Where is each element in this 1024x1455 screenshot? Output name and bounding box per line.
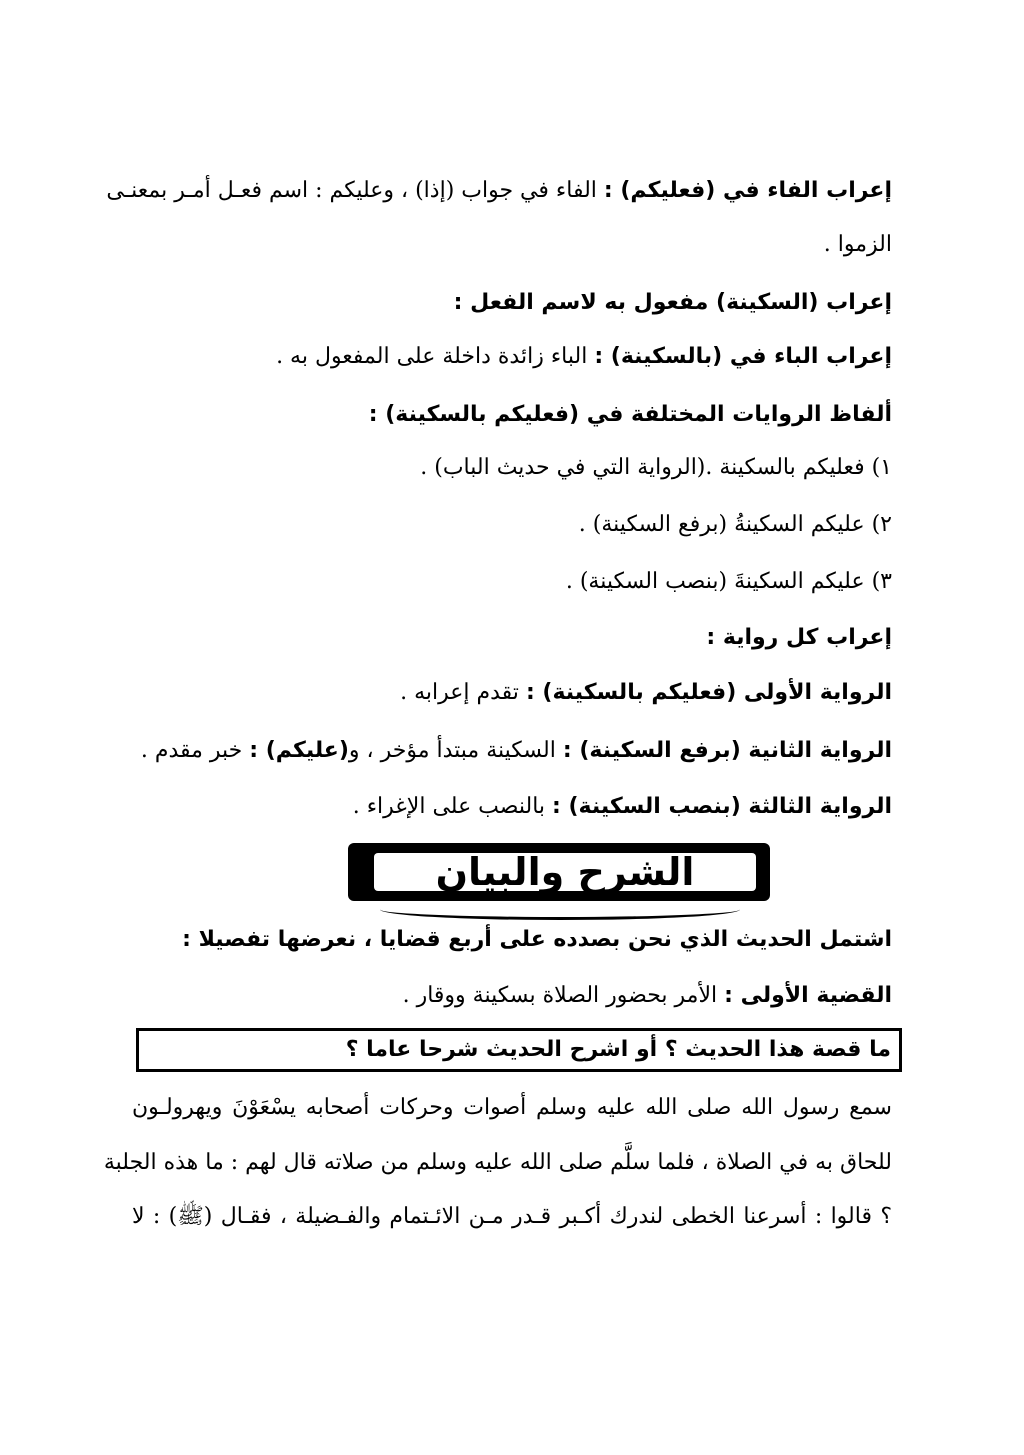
text-line-8 xyxy=(566,562,892,602)
body-text: الزموا . xyxy=(823,232,892,257)
answer-line-2 xyxy=(103,1143,892,1183)
text-line-5 xyxy=(369,395,892,435)
bold-term: (عليكم) : xyxy=(249,738,349,763)
banner-frame xyxy=(348,843,770,901)
body-text: سمع رسول الله صلى الله عليه وسلم أصوات وحركات أصحابه يسْعَوْنَ ويهرولـون xyxy=(132,1095,892,1120)
list-item: ٢) عليكم السكينةُ (برفع السكينة) . xyxy=(578,512,892,537)
answer-line-3 xyxy=(132,1197,892,1237)
text-line-1 xyxy=(106,171,892,211)
text-line-3 xyxy=(454,283,892,323)
bold-heading: ألفاظ الروايات المختلفة في (فعليكم بالسكينة) : xyxy=(368,402,892,427)
text-line-6 xyxy=(420,448,892,488)
answer-line-1 xyxy=(132,1088,892,1128)
body-text: تقدم إعرابه . xyxy=(400,680,526,705)
bold-heading: القضية الأولى : xyxy=(724,983,892,1008)
banner-title: الشرح والبيان xyxy=(374,853,756,891)
text-line-13 xyxy=(182,920,892,960)
list-item: ٣) عليكم السكينةَ (بنصب السكينة) . xyxy=(565,569,892,594)
body-text: للحاق به في الصلاة ، فلما سلَّم صلى الله عليه وسلم من صلاته قال لهم : ما هذه الجلبة xyxy=(103,1150,892,1175)
text-line-12 xyxy=(353,787,892,827)
bold-heading: إعراب كل رواية : xyxy=(706,625,892,650)
section-banner xyxy=(340,843,780,919)
bold-heading: إعراب (السكينة) مفعول به لاسم الفعل : xyxy=(453,290,892,315)
bold-heading: الرواية الأولى (فعليكم بالسكينة) : xyxy=(525,680,892,705)
bold-heading: اشتمل الحديث الذي نحن بصدده على أربع قضايا ، نعرضها تفصيلا : xyxy=(182,927,892,952)
body-text: الأمر بحضور الصلاة بسكينة ووقار . xyxy=(402,983,725,1008)
text-line-4 xyxy=(276,337,892,377)
text-line-11 xyxy=(141,731,892,771)
bold-heading: الرواية الثالثة (بنصب السكينة) : xyxy=(552,794,892,819)
body-text: خبر مقدم . xyxy=(140,738,250,763)
list-item: ١) فعليكم بالسكينة .(الرواية التي في حديث الباب) . xyxy=(420,455,892,480)
text-line-10 xyxy=(400,673,892,713)
text-line-7 xyxy=(579,505,892,545)
text-line-14 xyxy=(403,976,892,1016)
bold-heading: الرواية الثانية (برفع السكينة) : xyxy=(562,738,892,763)
text-line-2 xyxy=(824,225,892,265)
body-text: الفاء في جواب (إذا) ، وعليكم : اسم فعـل أمـر بمعنـى xyxy=(106,178,604,203)
bold-heading: إعراب الفاء في (فعليكم) : xyxy=(603,178,892,203)
body-text: السكينة مبتدأ مؤخر ، و xyxy=(348,738,563,763)
body-text: ؟ قالوا : أسرعنا الخطى لندرك أكـبر قـدر مـن الائـتمام والفـضيلة ، فقـال (ﷺ) : لا xyxy=(132,1204,892,1229)
bold-heading: إعراب الباء في (بالسكينة) : xyxy=(594,344,892,369)
body-text: بالنصب على الإغراء . xyxy=(352,794,553,819)
body-text: الباء زائدة داخلة على المفعول به . xyxy=(276,344,595,369)
banner-underline xyxy=(380,899,740,920)
question-box: ما قصة هذا الحديث ؟ أو اشرح الحديث شرحا عاما ؟ xyxy=(136,1028,902,1072)
text-line-9 xyxy=(706,618,892,658)
